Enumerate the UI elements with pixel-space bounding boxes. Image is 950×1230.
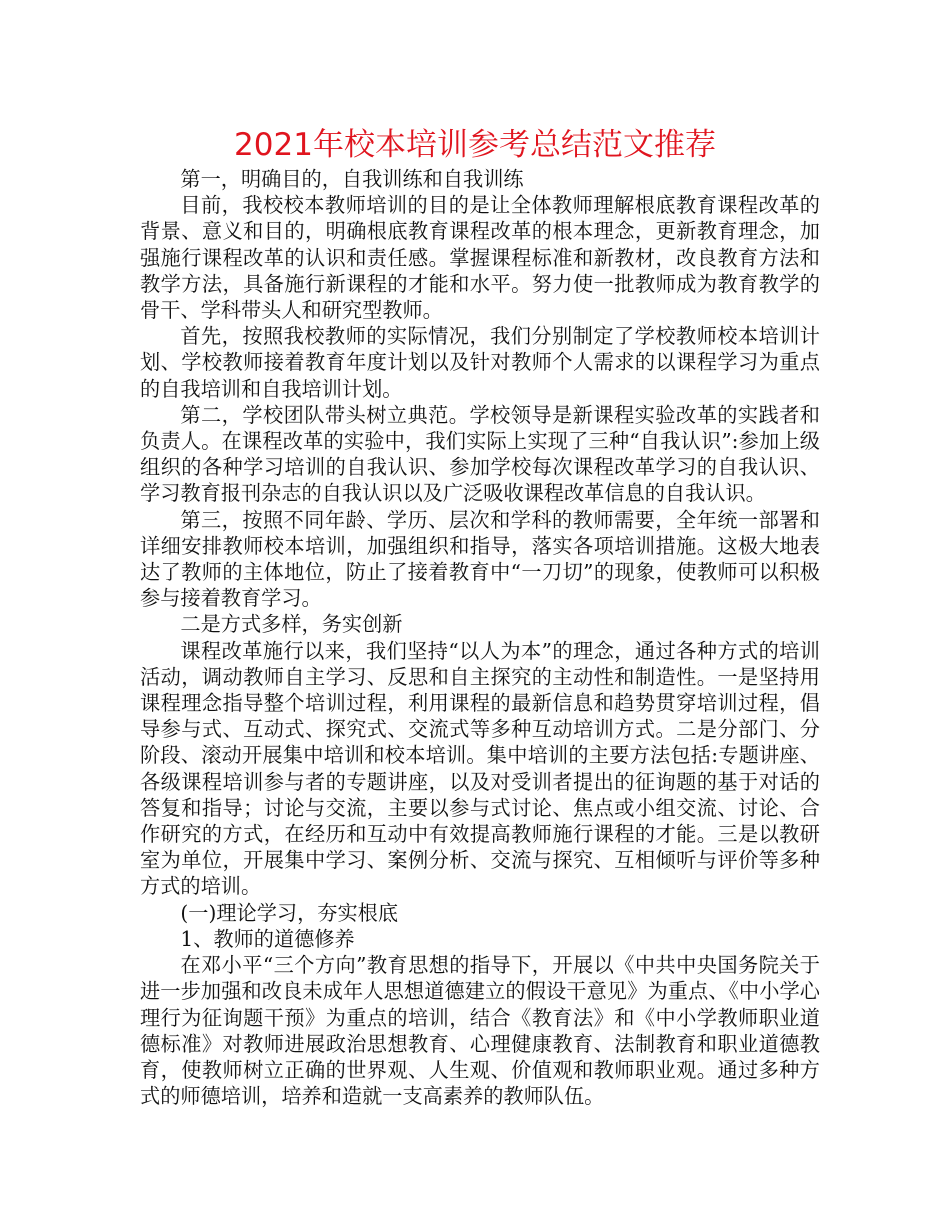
paragraph: 课程改革施行以来，我们坚持“以人为本”的理念，通过各种方式的培训活动，调动教师自主学习、反思和自主探究的主动性和制造性。一是坚持用课程理念指导整个培训过程，利用课程的最新信息和趋势贯穿培训过程，倡导参与式、互动式、探究式、交流式等多种互动培训方式。二是分部门、分阶段、滚动开展集中培训和校本培训。集中培训的主要方法包括:专题讲座、各级课程培训参与者的专题讲座，以及对受训者提出的征询题的基于对话的答复和指导；讨论与交流，主要以参与式讨论、焦点或小组交流、讨论、合作研究的方式，在经历和互动中有效提高教师施行课程的才能。三是以教研室为单位，开展集中学习、案例分析、交流与探究、互相倾听与评价等多种方式的培训。 — [140, 638, 820, 899]
paragraph: 二是方式多样，务实创新 — [180, 612, 403, 637]
paragraph: 在邓小平“三个方向”教育思想的指导下，开展以《中共中央国务院关于进一步加强和改良未成年人思想道德建立的假设干意见》为重点、《中小学心理行为征询题干预》为重点的培训，结合《教育法》和《中小学教师职业道德标准》对教师进展政治思想教育、心理健康教育、法制教育和职业道德教育，使教师树立正确的世界观、人生观、价值观和教师职业观。通过多种方式的师德培训，培养和造就一支高素养的教师队伍。 — [140, 953, 820, 1109]
paragraph: 1、教师的道德修养 — [180, 926, 355, 951]
paragraph: 第二，学校团队带头树立典范。学校领导是新课程实验改革的实践者和负责人。在课程改革的实验中，我们实际上实现了三种“自我认识”:参加上级组织的各种学习培训的自我认识、参加学校每次课程改革学习的自我认识、学习教育报刊杂志的自我认识以及广泛吸收课程改革信息的自我认识。 — [140, 402, 820, 506]
paragraph: 第一，明确目的，自我训练和自我训练 — [180, 167, 524, 191]
paragraph: 首先，按照我校教师的实际情况，我们分别制定了学校教师校本培训计划、学校教师接着教育年度计划以及针对教师个人需求的以课程学习为重点的自我培训和自我培训计划。 — [140, 324, 820, 401]
paragraph: 第三，按照不同年龄、学历、层次和学科的教师需要，全年统一部署和详细安排教师校本培训，加强组织和指导，落实各项培训措施。这极大地表达了教师的主体地位，防止了接着教育中“一刀切”的现象，使教师可以积极参与接着教育学习。 — [140, 507, 820, 611]
document-title: 2021年校本培训参考总结范文推荐 — [234, 127, 716, 163]
paragraph: 目前，我校校本教师培训的目的是让全体教师理解根底教育课程改革的背景、意义和目的，明确根底教育课程改革的根本理念，更新教育理念，加强施行课程改革的认识和责任感。掌握课程标准和新教材，改良教育方法和教学方法，具备施行新课程的才能和水平。努力使一批教师成为教育教学的骨干、学科带头人和研究型教师。 — [140, 193, 820, 323]
paragraph: (一)理论学习，夯实根底 — [180, 900, 399, 925]
document-body — [140, 166, 820, 1109]
